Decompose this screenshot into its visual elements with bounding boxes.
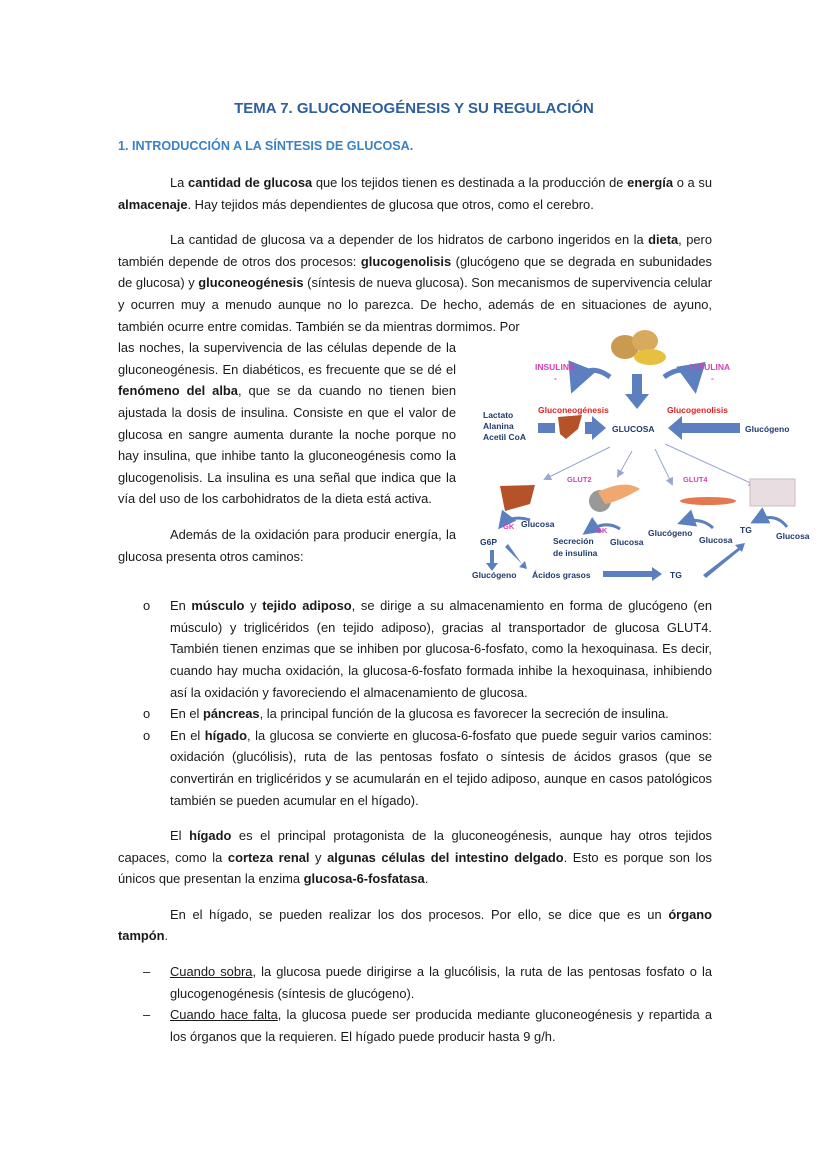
secrecion-label: Secreción	[553, 536, 594, 547]
text-run: y	[309, 849, 328, 865]
bold-text: órgano tampón	[118, 906, 712, 944]
text-run: las noches, la supervivencia de las células depende de la gluconeogénesis. En diabéticos, es frecuente que se dé el	[118, 340, 456, 377]
text-run: En el	[170, 727, 205, 743]
text-run: , que se da cuando no tienen bien ajustada la dosis de insulina. Consiste en que el valor de glucosa en sangre aumenta durante la noche porque no hay insulina, que inhibe tanto la gluconeogénesis como la glucogenolisis. La insulina es una señal que indica que la vía del uso de los carbohidratos de la dieta está activa.	[118, 383, 456, 507]
text-run: que los tejidos tienen es destinada a la producción de	[312, 175, 628, 190]
lactato-label: Lactato	[483, 410, 514, 421]
liver-list	[118, 961, 712, 1047]
list-item	[118, 595, 712, 703]
text-run: , la glucosa puede dirigirse a la glucólisis, la ruta de las pentosas fosfato o la glucogenogénesis (síntesis de glucógeno).	[170, 964, 713, 1001]
list-item-text	[170, 728, 712, 808]
glucogenolisis-label: Glucogenolisis	[667, 405, 728, 416]
glucose-metabolism-diagram	[465, 329, 825, 584]
paragraph-intro	[118, 172, 712, 215]
list-item	[118, 961, 712, 1004]
bold-text: energía	[627, 175, 674, 190]
narrow-column	[118, 337, 456, 567]
bold-text: tejido adiposo	[262, 598, 352, 614]
text-run: En el hígado, se pueden realizar los dos procesos. Por ello, se dice que es un	[170, 906, 669, 922]
insulin-label-left: INSULINA	[535, 362, 576, 373]
page-title: TEMA 7. GLUCONEOGÉNESIS Y SU REGULACIÓN	[234, 100, 594, 117]
list-item	[118, 725, 712, 811]
glucogeno-bottom-label: Glucógeno	[472, 570, 517, 581]
insulin-label-right: INSULINA	[690, 362, 731, 373]
bold-text: dieta	[648, 232, 679, 248]
document-body	[118, 172, 810, 1047]
list-item	[118, 1004, 712, 1047]
bold-text: almacenaje	[118, 196, 188, 212]
food-image	[611, 330, 666, 365]
glucosa-adipose-label: Glucosa	[776, 531, 810, 542]
adipose-tissue-icon	[750, 479, 795, 506]
bold-text: músculo	[191, 598, 245, 614]
down-arrow-icon	[625, 374, 649, 409]
minus-left: -	[554, 373, 557, 384]
paragraph-glucose-sources-cont	[118, 337, 456, 510]
text-run: .	[424, 871, 429, 887]
dash: –	[143, 1007, 151, 1023]
text-run: En el	[170, 706, 203, 722]
list-item-text	[170, 598, 712, 699]
bold-text: glucosa-6-fosfatasa	[303, 871, 425, 887]
de-insulina-label: de insulina	[553, 548, 598, 559]
gluconeogenesis-label: Gluconeogénesis	[538, 405, 609, 416]
text-and-figure-row	[118, 337, 828, 584]
list-item	[118, 703, 712, 725]
bullet: o	[143, 727, 151, 743]
text-run: . Esto es porque son los únicos que presentan la enzima	[118, 849, 712, 887]
gk-label: GK	[503, 522, 515, 532]
bold-text: fenómeno del alba	[118, 383, 238, 399]
tg-adipose-label: TG	[740, 525, 752, 536]
paragraph-other-paths	[118, 524, 456, 567]
liver-icon	[500, 485, 535, 511]
text-run: La cantidad de glucosa va a depender de los hidratos de carbono ingeridos en la	[170, 232, 649, 248]
underlined-text: Cuando hace falta	[170, 1007, 278, 1023]
tg-bottom-label: TG	[670, 570, 682, 581]
paragraph-buffer-organ	[118, 904, 712, 947]
glucogeno-label: Glucógeno	[745, 424, 790, 435]
glut2-label: GLUT2	[567, 475, 592, 485]
bold-text: páncreas	[202, 706, 260, 722]
list-item-text	[170, 1007, 712, 1044]
bold-text: cantidad de glucosa	[188, 175, 313, 190]
text-run: (síntesis de nueva glucosa). Son mecanismos de supervivencia celular y ocurren muy a menudo aunque no lo parezca. De hecho, además de en situaciones de ayuno, también ocurre entre comidas. También se da mientras dormimos. Por	[118, 275, 712, 334]
text-run: o a su	[673, 175, 713, 190]
text-run: , la glucosa puede ser producida mediante gluconeogénesis y repartida a los órganos que la requieren. El hígado puede producir hasta 9 g/h.	[170, 1007, 712, 1044]
paragraph-glucose-sources	[118, 229, 712, 337]
bold-text: hígado	[204, 727, 248, 743]
text-run: (glucógeno que se degrada en subunidades de glucosa) y	[118, 253, 713, 291]
section-heading: 1. INTRODUCCIÓN A LA SÍNTESIS DE GLUCOSA.	[118, 139, 414, 153]
bold-text: glucogenolisis	[360, 253, 452, 269]
bold-text: corteza renal	[227, 849, 310, 865]
text-run: y	[244, 598, 263, 614]
text-run: El	[170, 828, 190, 844]
bullet: o	[143, 706, 151, 722]
text-run: En	[170, 598, 192, 614]
text-run: .	[164, 928, 169, 944]
text-run: , la glucosa se convierte en glucosa-6-fosfato que puede seguir varios caminos: oxidación (glucólisis), ruta de las pentosas fosfato o síntesis de ácidos grasos (que se convertirán en triglicéridos y se acumularán en el tejido adiposo, aunque en casos patológicos también se pueden acumular en el hígado).	[170, 727, 712, 808]
bold-text: hígado	[189, 828, 232, 844]
glucosa-center-label: GLUCOSA	[612, 424, 655, 435]
bullet: o	[143, 598, 151, 614]
straight-arrows	[486, 543, 745, 581]
underlined-text: Cuando sobra	[170, 964, 253, 980]
tissue-list	[118, 595, 712, 811]
acetil-coa-label: Acetil CoA	[483, 432, 526, 443]
left-arrow-icon	[668, 416, 740, 440]
text-run: , pero también depende de otros dos procesos:	[118, 232, 712, 269]
text-run: es el principal protagonista de la gluconeogénesis, aunque hay otros tejidos capaces, como la	[118, 828, 712, 865]
text-run: . Hay tejidos más dependientes de glucosa que otros, como el cerebro.	[187, 196, 594, 212]
list-item-text	[170, 964, 712, 1001]
glut4-label: GLUT4	[683, 475, 708, 485]
pancreas-icon	[589, 485, 640, 512]
paragraph-liver	[118, 825, 712, 890]
text-run: La	[170, 175, 189, 190]
dash: –	[143, 964, 151, 980]
gk-pancreas-label: GK	[596, 526, 608, 536]
bold-text: algunas células del intestino delgado	[327, 849, 564, 865]
muscle-icon	[680, 497, 736, 505]
text-run: Además de la oxidación para producir energía, la glucosa presenta otros caminos:	[118, 526, 456, 564]
acidos-grasos-label: Ácidos grasos	[532, 570, 591, 581]
glucogeno-muscle-label: Glucógeno	[648, 528, 693, 539]
g6p-label: G6P	[480, 537, 498, 548]
list-item-text	[170, 706, 669, 721]
liver-icon	[558, 415, 582, 439]
glucosa-liver-label: Glucosa	[521, 519, 555, 530]
minus-right: -	[711, 373, 714, 384]
bold-text: gluconeogénesis	[198, 275, 304, 291]
glucosa-muscle-label: Glucosa	[699, 535, 733, 546]
text-run: , la principal función de la glucosa es favorecer la secreción de insulina.	[259, 706, 669, 722]
alanina-label: Alanina	[483, 421, 514, 432]
glucosa-pancreas-label: Glucosa	[610, 537, 644, 548]
text-run: , se dirige a su almacenamiento en forma de glucógeno (en músculo) y triglicéridos (en tejido adiposo), gracias al transportador de glucosa GLUT4. También tienen enzimas que se inhiben por glucosa-6-fosfato, como la hexoquinasa. Es decir, cuando hay mucha oxidación, la glucosa-6-fosfato formada inhibe la hexoquinasa, inhibiendo así la oxidación y favoreciendo el almacenamiento de glucosa.	[170, 598, 712, 700]
